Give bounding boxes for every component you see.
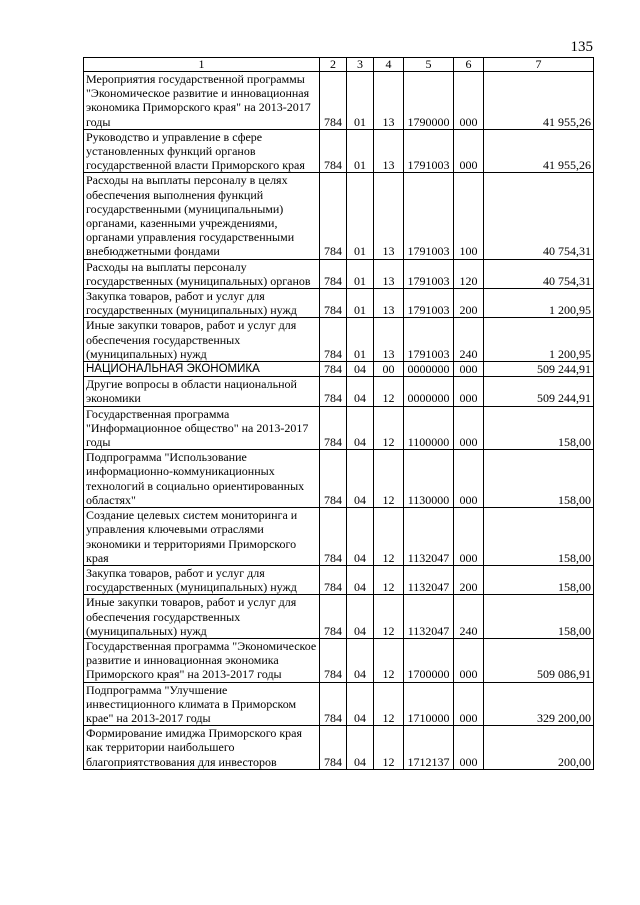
code-cell-c2: 784 [320,318,347,362]
expense-name-cell: Подпрограмма "Использование информационно-коммуникационных технологий в социально ориентированных областях" [84,450,320,508]
code-cell-c3: 04 [347,638,374,682]
column-header: 6 [454,58,484,72]
code-cell-c6: 000 [454,377,484,406]
code-cell-c6: 000 [454,406,484,450]
table-row [84,508,594,566]
table-row [84,595,594,639]
table-row [84,289,594,318]
code-cell-c4: 13 [374,173,404,259]
column-header: 4 [374,58,404,72]
code-cell-c3: 04 [347,682,374,726]
amount-cell: 41 955,26 [484,72,594,130]
code-cell-c2: 784 [320,362,347,377]
code-cell-c5: 1700000 [404,638,454,682]
code-cell-c3: 04 [347,595,374,639]
code-cell-c5: 0000000 [404,377,454,406]
code-cell-c3: 01 [347,318,374,362]
code-cell-c2: 784 [320,726,347,770]
amount-cell: 509 244,91 [484,377,594,406]
code-cell-c2: 784 [320,129,347,173]
code-cell-c2: 784 [320,595,347,639]
table-row [84,173,594,259]
code-cell-c3: 04 [347,377,374,406]
code-cell-c4: 12 [374,595,404,639]
code-cell-c5: 1791003 [404,318,454,362]
column-header: 7 [484,58,594,72]
code-cell-c2: 784 [320,259,347,288]
code-cell-c3: 04 [347,450,374,508]
table-row [84,377,594,406]
table-row [84,565,594,594]
amount-cell: 1 200,95 [484,318,594,362]
amount-cell: 40 754,31 [484,259,594,288]
amount-cell: 158,00 [484,508,594,566]
table-row [84,726,594,770]
column-header: 3 [347,58,374,72]
amount-cell: 1 200,95 [484,289,594,318]
table-row [84,259,594,288]
code-cell-c3: 01 [347,173,374,259]
amount-cell: 329 200,00 [484,682,594,726]
code-cell-c4: 13 [374,72,404,130]
table-row [84,450,594,508]
expense-name-cell: Руководство и управление в сфере установленных функций органов государственной власти Приморского края [84,129,320,173]
code-cell-c5: 1790000 [404,72,454,130]
code-cell-c3: 01 [347,129,374,173]
code-cell-c4: 13 [374,318,404,362]
code-cell-c5: 1132047 [404,508,454,566]
column-header: 2 [320,58,347,72]
code-cell-c4: 13 [374,129,404,173]
table-body [84,72,594,770]
code-cell-c5: 1791003 [404,173,454,259]
budget-table [83,57,594,770]
code-cell-c6: 000 [454,72,484,130]
amount-cell: 158,00 [484,565,594,594]
code-cell-c2: 784 [320,682,347,726]
code-cell-c5: 1130000 [404,450,454,508]
expense-name-cell: Подпрограмма "Улучшение инвестиционного климата в Приморском крае" на 2013-2017 годы [84,682,320,726]
expense-name-cell: Государственная программа "Экономическое развитие и инновационная экономика Приморского края" на 2013-2017 годы [84,638,320,682]
amount-cell: 158,00 [484,406,594,450]
table-row [84,406,594,450]
code-cell-c5: 1791003 [404,289,454,318]
column-number-row [84,58,594,72]
page-number: 135 [570,39,593,55]
code-cell-c4: 12 [374,565,404,594]
code-cell-c6: 200 [454,289,484,318]
code-cell-c2: 784 [320,508,347,566]
code-cell-c3: 04 [347,508,374,566]
expense-name-cell: Мероприятия государственной программы "Экономическое развитие и инновационная экономика Приморского края" на 2013-2017 годы [84,72,320,130]
code-cell-c4: 12 [374,508,404,566]
code-cell-c6: 000 [454,450,484,508]
code-cell-c3: 04 [347,362,374,377]
code-cell-c2: 784 [320,565,347,594]
table-row [84,72,594,130]
code-cell-c6: 000 [454,726,484,770]
amount-cell: 158,00 [484,450,594,508]
code-cell-c5: 1132047 [404,565,454,594]
code-cell-c6: 000 [454,682,484,726]
expense-name-cell: Иные закупки товаров, работ и услуг для обеспечения государственных (муниципальных) нужд [84,318,320,362]
expense-name-cell: Создание целевых систем мониторинга и управления ключевыми отраслями экономики и территориями Приморского края [84,508,320,566]
amount-cell: 158,00 [484,595,594,639]
code-cell-c3: 04 [347,565,374,594]
code-cell-c6: 000 [454,508,484,566]
column-header: 5 [404,58,454,72]
code-cell-c6: 000 [454,129,484,173]
table-row [84,638,594,682]
expense-name-cell: Расходы на выплаты персоналу в целях обеспечения выполнения функций государственными (муниципальными) органами, казенными учреждениями, органами управления государственными внебюджетными фондами [84,173,320,259]
table-row [84,682,594,726]
code-cell-c2: 784 [320,406,347,450]
code-cell-c2: 784 [320,638,347,682]
table-row [84,129,594,173]
table-row [84,318,594,362]
code-cell-c5: 1710000 [404,682,454,726]
code-cell-c4: 13 [374,259,404,288]
code-cell-c6: 000 [454,638,484,682]
code-cell-c5: 0000000 [404,362,454,377]
expense-name-cell: Другие вопросы в области национальной экономики [84,377,320,406]
code-cell-c2: 784 [320,173,347,259]
code-cell-c3: 04 [347,726,374,770]
code-cell-c2: 784 [320,72,347,130]
code-cell-c2: 784 [320,377,347,406]
code-cell-c6: 200 [454,565,484,594]
amount-cell: 40 754,31 [484,173,594,259]
expense-name-cell: Закупка товаров, работ и услуг для государственных (муниципальных) нужд [84,289,320,318]
code-cell-c4: 12 [374,638,404,682]
code-cell-c5: 1791003 [404,129,454,173]
amount-cell: 509 086,91 [484,638,594,682]
code-cell-c6: 240 [454,318,484,362]
code-cell-c2: 784 [320,450,347,508]
code-cell-c4: 12 [374,682,404,726]
code-cell-c4: 00 [374,362,404,377]
code-cell-c6: 000 [454,362,484,377]
column-header: 1 [84,58,320,72]
expense-name-cell: Государственная программа "Информационное общество" на 2013-2017 годы [84,406,320,450]
code-cell-c5: 1132047 [404,595,454,639]
code-cell-c4: 12 [374,377,404,406]
code-cell-c5: 1712137 [404,726,454,770]
code-cell-c5: 1791003 [404,259,454,288]
code-cell-c4: 12 [374,726,404,770]
amount-cell: 509 244,91 [484,362,594,377]
amount-cell: 200,00 [484,726,594,770]
code-cell-c6: 100 [454,173,484,259]
code-cell-c5: 1100000 [404,406,454,450]
amount-cell: 41 955,26 [484,129,594,173]
expense-name-cell: НАЦИОНАЛЬНАЯ ЭКОНОМИКА [84,362,320,377]
expense-name-cell: Формирование имиджа Приморского края как территории наибольшего благоприятствования для инвесторов [84,726,320,770]
expense-name-cell: Иные закупки товаров, работ и услуг для обеспечения государственных (муниципальных) нужд [84,595,320,639]
code-cell-c4: 13 [374,289,404,318]
code-cell-c4: 12 [374,406,404,450]
code-cell-c3: 01 [347,72,374,130]
code-cell-c3: 01 [347,259,374,288]
code-cell-c4: 12 [374,450,404,508]
code-cell-c6: 240 [454,595,484,639]
expense-name-cell: Расходы на выплаты персоналу государственных (муниципальных) органов [84,259,320,288]
table-row [84,362,594,377]
code-cell-c3: 01 [347,289,374,318]
code-cell-c6: 120 [454,259,484,288]
expense-name-cell: Закупка товаров, работ и услуг для государственных (муниципальных) нужд [84,565,320,594]
code-cell-c3: 04 [347,406,374,450]
code-cell-c2: 784 [320,289,347,318]
